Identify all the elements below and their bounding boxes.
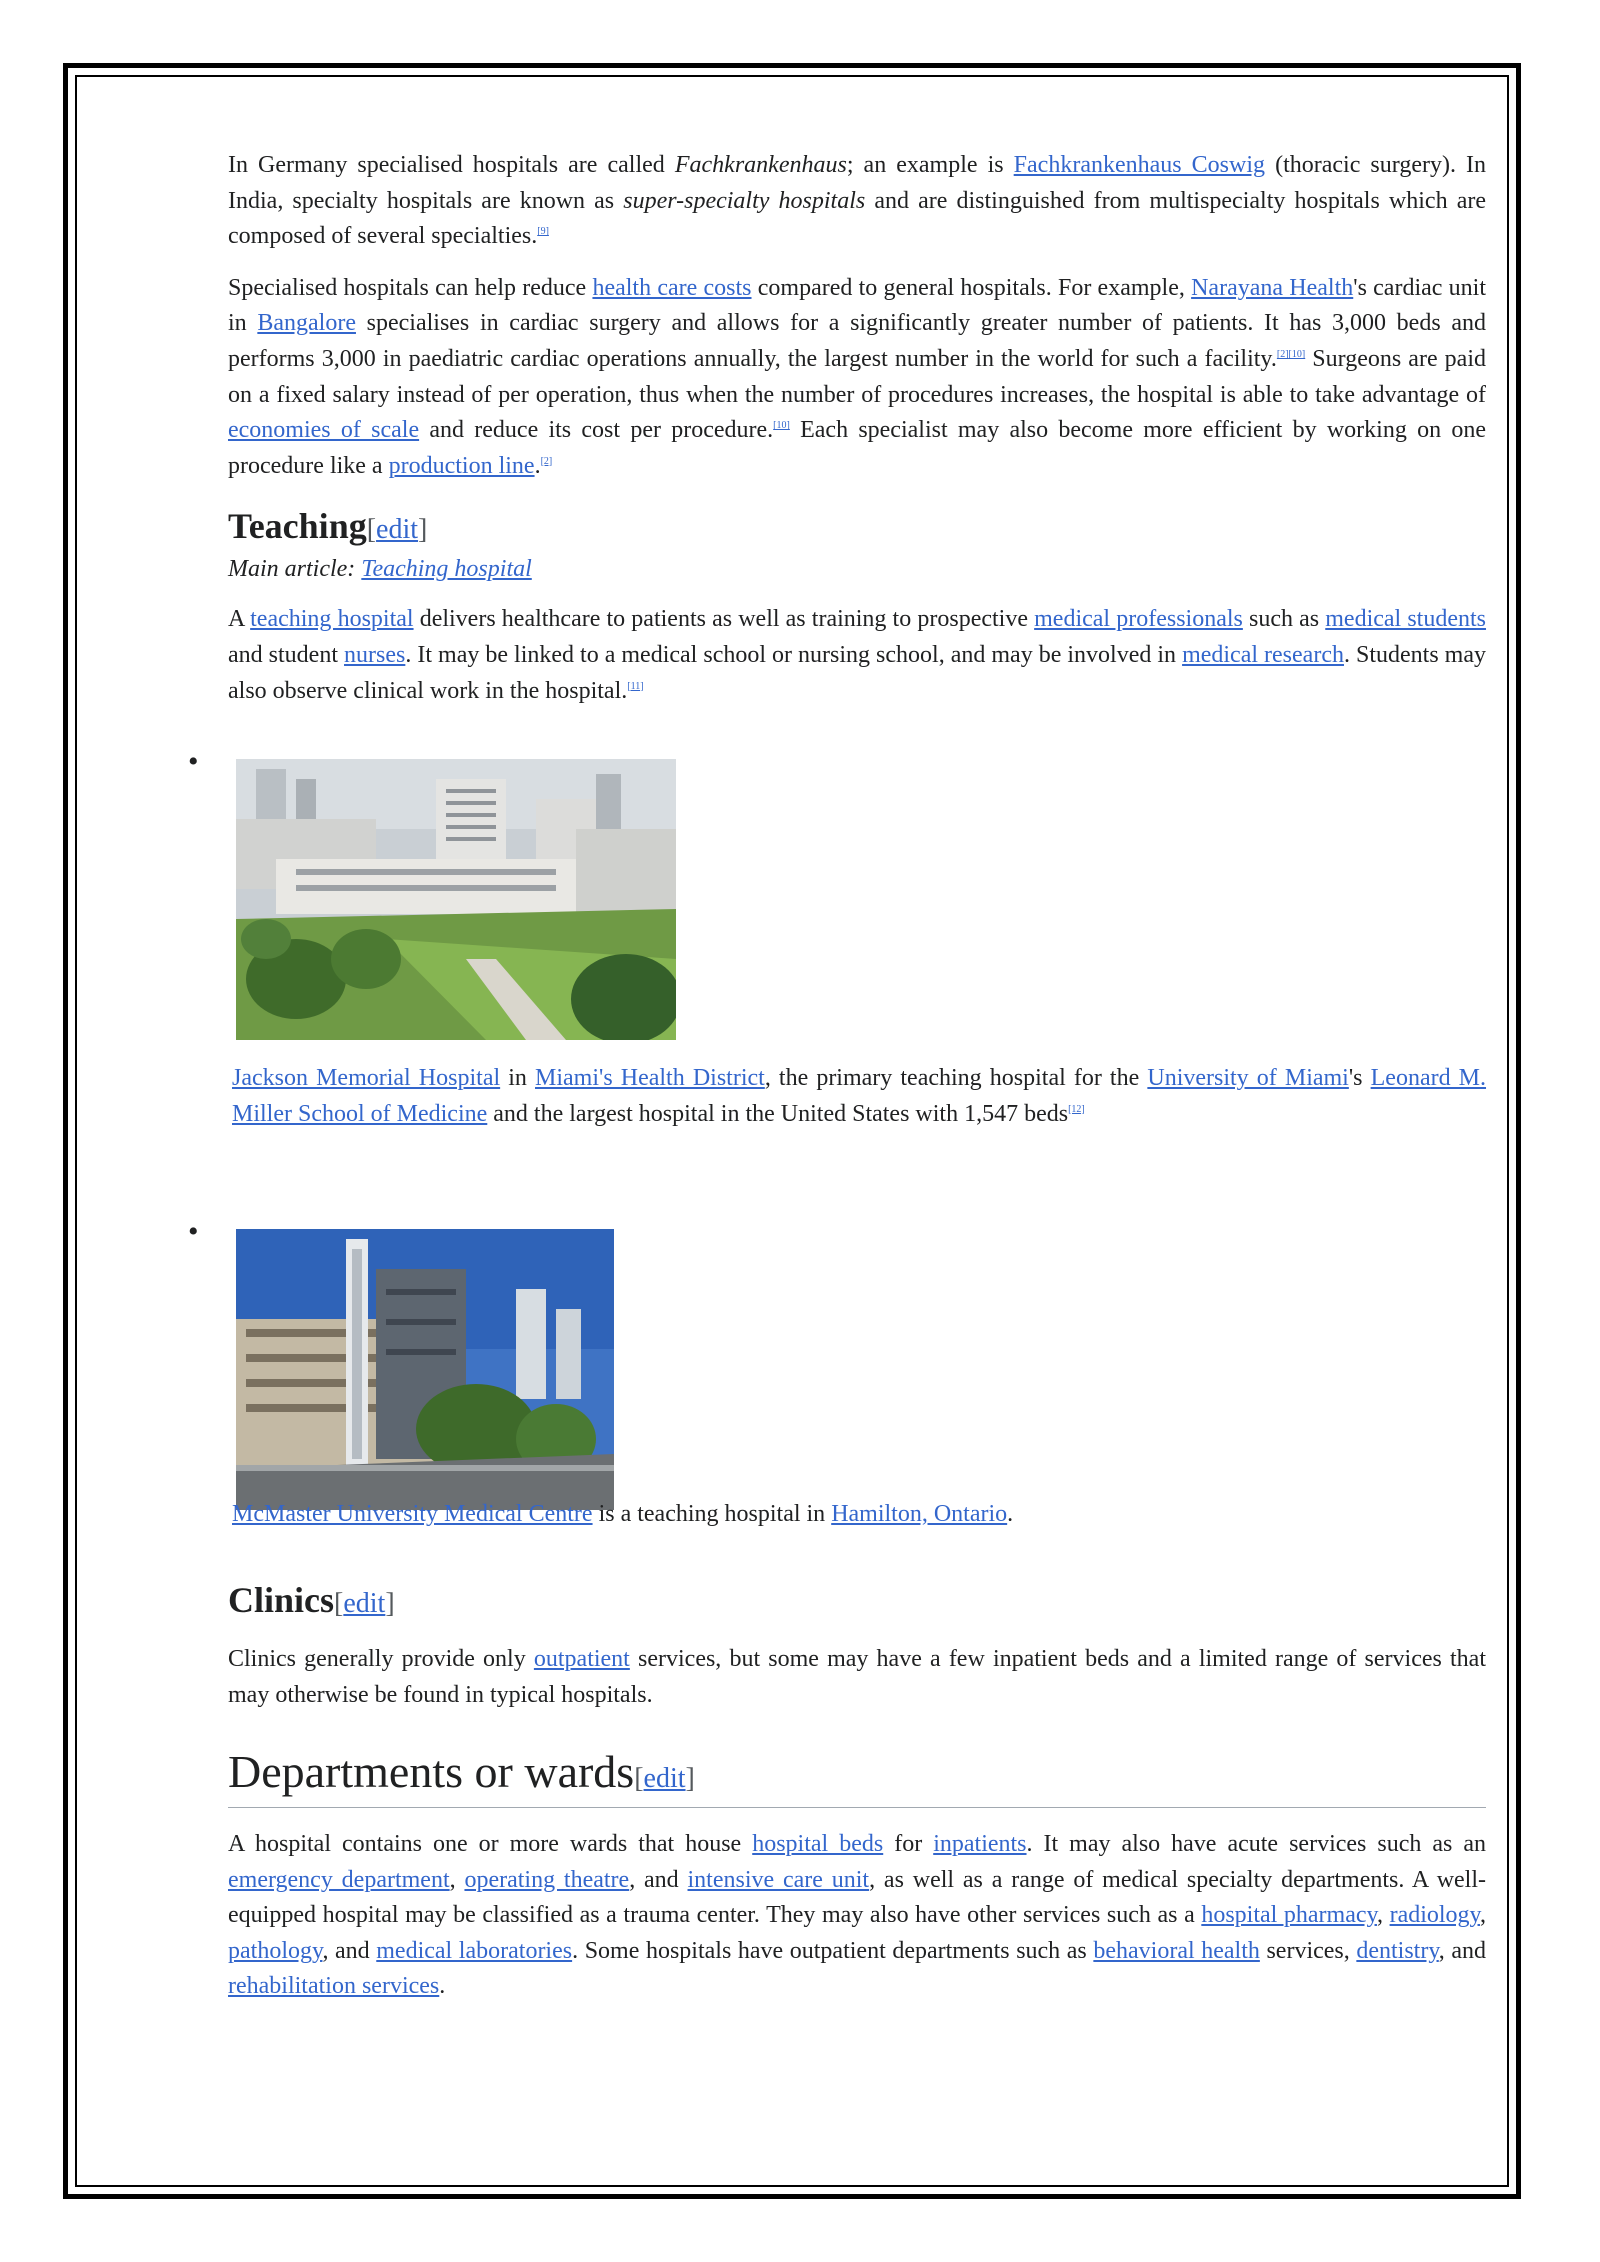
link-mcmaster-medical-centre[interactable]: McMaster University Medical Centre [232, 1501, 593, 1528]
link-medical-research[interactable]: medical research [1182, 641, 1344, 668]
article-content [188, 148, 1487, 2000]
heading-departments-or-wards: Departments or wards[edit] [228, 1746, 1486, 1808]
paragraph-clinics: Clinics generally provide only outpatient services, but some may have a few inpatient beds and a limited range of services that may otherwise be found in typical hospitals. [228, 1646, 1486, 1708]
link-pathology[interactable]: pathology [228, 1937, 323, 1964]
edit-link-clinics[interactable]: edit [343, 1588, 386, 1619]
edit-link-teaching[interactable]: edit [376, 514, 419, 546]
term-fachkrankenhaus: Fachkrankenhaus [674, 152, 847, 178]
link-emergency-department[interactable]: emergency department [228, 1866, 450, 1893]
gallery [188, 709, 1487, 1549]
citation-9[interactable]: [9] [537, 226, 549, 238]
heading-clinics: Clinics[edit] [228, 1580, 395, 1620]
citation-10-b[interactable]: [10] [773, 420, 790, 432]
edit-section-clinics: [edit] [334, 1588, 395, 1619]
link-bangalore[interactable]: Bangalore [257, 310, 356, 337]
citation-2-b[interactable]: [2] [540, 455, 553, 467]
link-jackson-memorial-hospital[interactable]: Jackson Memorial Hospital [232, 1065, 501, 1092]
paragraph-departments: A hospital contains one or more wards that house hospital beds for inpatients. It may also have acute services such as an emergency department, operating theatre, and intensive care unit, as well as a range of medical specialty departments. A well-equipped hospital may be classified as a trauma center. They may also have other services such as a hospital pharmacy, radiology, pathology, and medical laboratories. Some hospitals have outpatient departments such as behavioral health services, dentistry, and rehabilitation services. [228, 1831, 1487, 2000]
jackson-memorial-hospital-photo[interactable] [236, 759, 676, 1040]
link-fachkrankenhaus-coswig[interactable]: Fachkrankenhaus Coswig [1013, 152, 1266, 178]
link-miami-health-district[interactable]: Miami's Health District [535, 1065, 765, 1092]
citation-2[interactable]: [2] [1276, 348, 1289, 360]
link-behavioral-health[interactable]: behavioral health [1093, 1937, 1260, 1964]
link-university-of-miami[interactable]: University of Miami [1147, 1065, 1349, 1092]
edit-section-teaching: [edit] [366, 514, 428, 546]
link-hospital-beds[interactable]: hospital beds [752, 1831, 884, 1857]
link-inpatients[interactable]: inpatients [933, 1831, 1027, 1857]
caption-mcmaster: McMaster University Medical Centre is a teaching hospital in Hamilton, Ontario. [232, 1501, 1014, 1528]
link-operating-theatre[interactable]: operating theatre [464, 1866, 630, 1893]
link-health-care-costs[interactable]: health care costs [592, 274, 752, 301]
link-radiology[interactable]: radiology [1389, 1902, 1480, 1929]
citation-11[interactable]: [11] [627, 680, 644, 692]
term-super-specialty: super-specialty hospitals [623, 187, 866, 214]
heading-teaching: Teaching[edit] [228, 506, 428, 547]
caption-jackson: Jackson Memorial Hospital in Miami's Health District, the primary teaching hospital for the University of Miami's Leonard M. Miller School of Medicine and the largest hospital in the United States with 1,547 beds[12] [232, 1065, 1487, 1127]
citation-10[interactable]: [10] [1288, 348, 1306, 360]
link-hamilton-ontario[interactable]: Hamilton, Ontario [831, 1501, 1008, 1528]
link-miller-school-of-medicine[interactable]: Leonard M. Miller School of Medicine [232, 1065, 1487, 1127]
link-teaching-hospital-main[interactable]: Teaching hospital [361, 556, 532, 583]
edit-section-departments: [edit] [634, 1763, 695, 1794]
mcmaster-medical-centre-photo[interactable] [236, 1229, 614, 1510]
paragraph-specialised-germany: In Germany specialised hospitals are called Fachkrankenhaus; an example is Fachkrankenhaus Coswig (thoracic surgery). In India, specialty hospitals are known as super-specialty hospitals and are distinguished from multispecialty hospitals which are composed of several specialties.[9] [228, 152, 1487, 250]
paragraph-teaching: A teaching hospital delivers healthcare to patients as well as training to prospective medical professionals such as medical students and student nurses. It may be linked to a medical school or nursing school, and may be involved in medical research. Students may also observe clinical work in the hospital.[11] [228, 606, 1487, 704]
list-bullet: • [188, 745, 199, 779]
link-teaching-hospital[interactable]: teaching hospital [250, 606, 414, 633]
hatnote-main-article: Main article: Teaching hospital [228, 556, 532, 583]
link-narayana-health[interactable]: Narayana Health [1191, 274, 1354, 301]
link-hospital-pharmacy[interactable]: hospital pharmacy [1201, 1902, 1377, 1929]
citation-12[interactable]: [12] [1068, 1103, 1085, 1115]
link-intensive-care-unit[interactable]: intensive care unit [687, 1866, 870, 1893]
link-dentistry[interactable]: dentistry [1356, 1937, 1439, 1964]
link-nurses[interactable]: nurses [344, 641, 406, 668]
link-rehabilitation-services[interactable]: rehabilitation services [228, 1973, 440, 2000]
paragraph-specialised-costs: Specialised hospitals can help reduce health care costs compared to general hospitals. For example, Narayana Health's cardiac unit in Bangalore specialises in cardiac surgery and allows for a significantly greater number of patients. It has 3,000 beds and performs 3,000 in paediatric cardiac operations annually, the largest number in the world for such a facility.[2][10] Surgeons are paid on a fixed salary instead of per operation, thus when the number of procedures increases, the hospital is able to take advantage of economies of scale and reduce its cost per procedure.[10] Each specialist may also become more efficient by working on one procedure like a production line.[2] [228, 274, 1487, 479]
link-medical-students[interactable]: medical students [1325, 606, 1487, 633]
edit-link-departments[interactable]: edit [643, 1763, 686, 1794]
link-production-line[interactable]: production line [388, 452, 535, 479]
link-outpatient[interactable]: outpatient [533, 1646, 630, 1672]
link-medical-laboratories[interactable]: medical laboratories [376, 1937, 573, 1964]
link-economies-of-scale[interactable]: economies of scale [228, 417, 420, 444]
list-bullet: • [188, 1215, 199, 1249]
link-medical-professionals[interactable]: medical professionals [1034, 606, 1243, 633]
